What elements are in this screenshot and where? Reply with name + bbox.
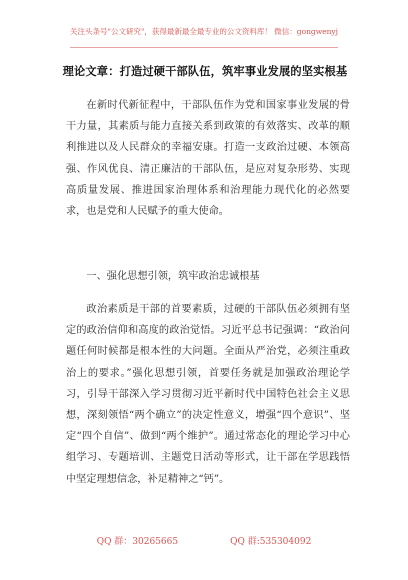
footer-qq-group-1: QQ 群：30265665 [96, 537, 179, 547]
footer-qq-group-2: QQ 群:535304092 [230, 537, 312, 547]
body-paragraph: 政治素质是干部的首要素质，过硬的干部队伍必须拥有坚定的政治信仰和高度的政治觉悟。习近平总书记强调：“政治问题任何时候都是根本性的大问题。全面从严治党，必须注重政治上的要求。”强化思想引领，首要任务就是加强政治理论学习，引导干部深入学习贯彻习近平新时代中国特色社会主义思想，深刻领悟“两个确立”的决定性意义，增强“四个意识”、坚定“四个自信”、做到“两个维护”。通过常态化的理论学习中心组学习、专题培训、主题党日活动等形式，让干部在学思践悟中坚定理想信念，补足精神之“钙”。 [66, 304, 350, 485]
footer-qq-groups [0, 534, 408, 547]
header-divider [70, 47, 338, 48]
intro-paragraph: 在新时代新征程中，干部队伍作为党和国家事业发展的骨干力量，其素质与能力直接关系到政策的有效落实、改革的顺利推进以及人民群众的幸福安康。打造一支政治过硬、本领高强、作风优良、清正廉洁的干部队伍，是应对复杂形势、实现高质量发展、推进国家治理体系和治理能力现代化的必然要求，也是党和人民赋予的重大使命。 [66, 100, 350, 218]
header-notice: 关注头条号"公文研究"，获得最新最全最专业的公文资料库！ 微信：gongwenyj [70, 27, 338, 36]
document-title: 理论文章：打造过硬干部队伍，筑牢事业发展的坚实根基 [62, 64, 348, 78]
section-heading: 一、强化思想引领，筑牢政治忠诚根基 [86, 271, 260, 282]
